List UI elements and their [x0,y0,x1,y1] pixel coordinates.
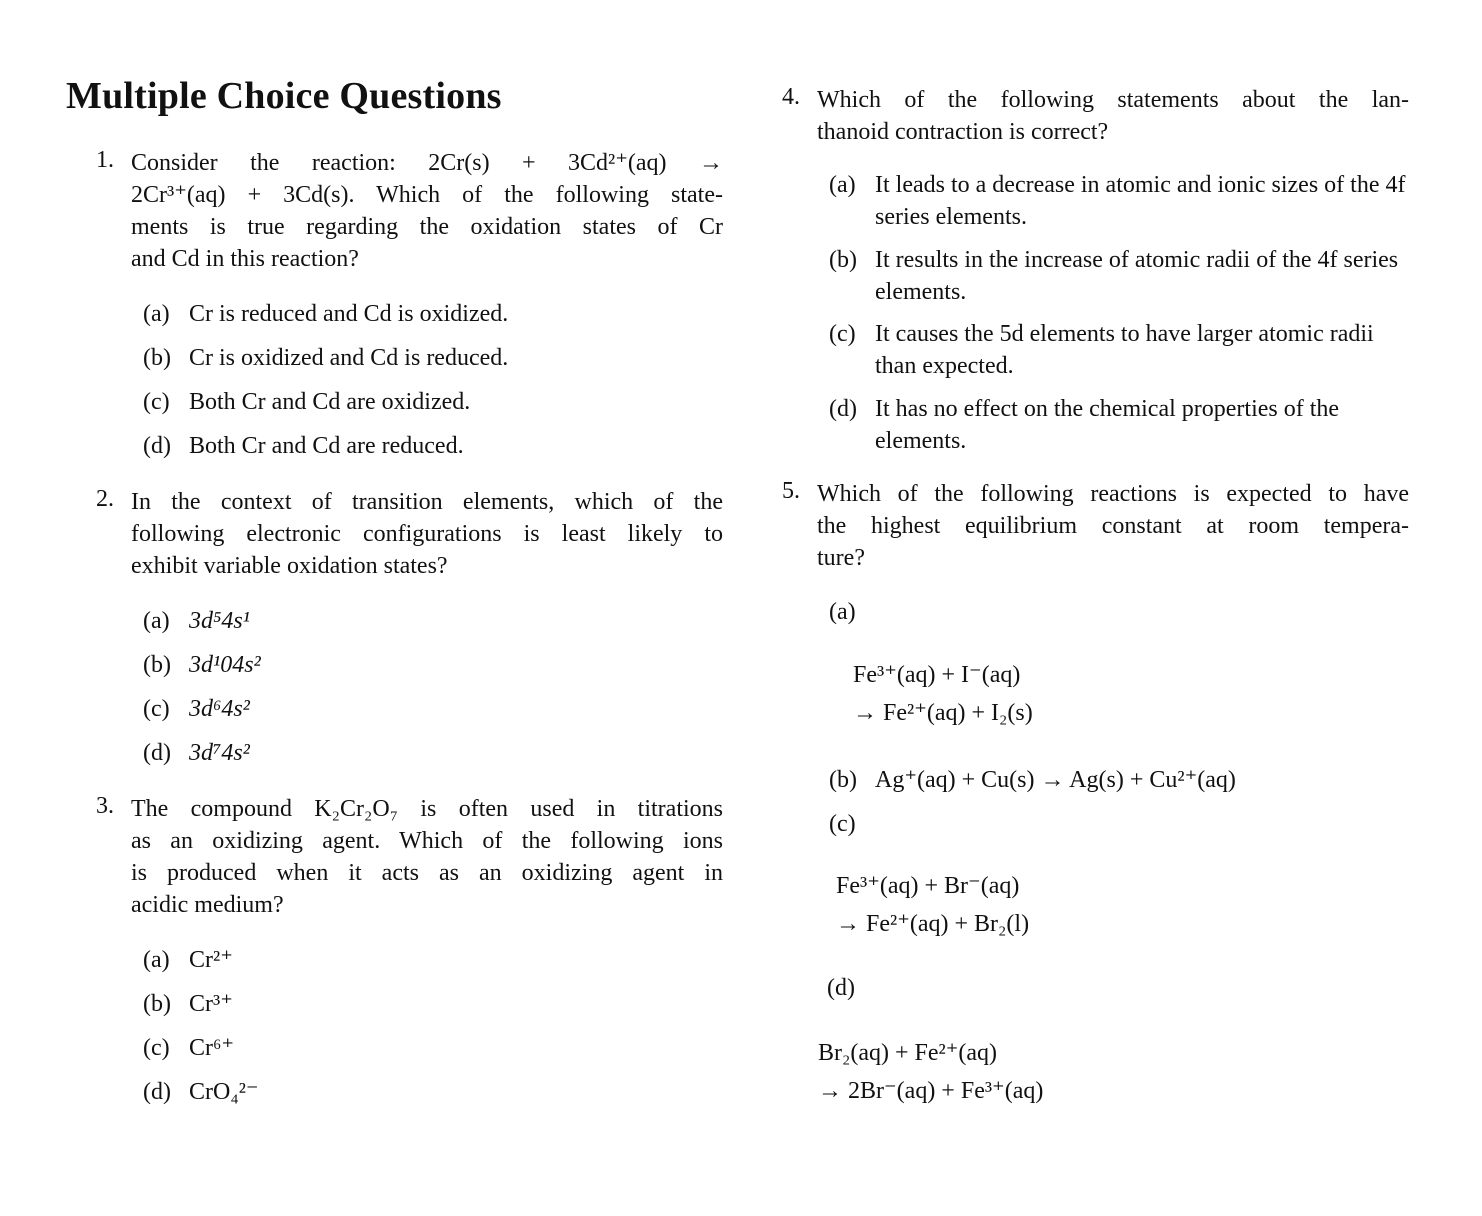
option-2b[interactable] [143,649,261,681]
option-text: Cr³⁺ [189,991,233,1017]
option-label: (d) [143,433,171,459]
option-5a-equation [853,656,1033,732]
option-label: (a) [829,599,856,625]
option-label: (b) [829,247,857,273]
option-text: 3d⁵4s¹ [189,608,250,634]
stem-line: The compound K₂Cr₂O₇ is often used in titrations [131,796,723,822]
option-1c[interactable] [143,386,470,418]
stem-line: ments is true regarding the oxidation states of Cr [131,214,723,240]
option-label: (d) [143,1079,171,1105]
option-text: Both Cr and Cd are oxidized. [189,389,471,415]
option-5d-equation [818,1034,1043,1110]
option-3c[interactable] [143,1032,234,1064]
stem-line: Consider the reaction: 2Cr(s) + 3Cd²⁺(aq) → [131,150,723,176]
stem-line: the highest equilibrium constant at room tempera- [817,513,1409,539]
stem-line: exhibit variable oxidation states? [131,553,448,579]
option-text: Cr is oxidized and Cd is reduced. [189,345,509,371]
option-text: 3d⁶4s² [189,696,250,722]
equation-line: → Fe²⁺(aq) + Br₂(l) [836,911,1030,937]
equation-line: Fe³⁺(aq) + Br⁻(aq) [836,873,1020,899]
option-label: (c) [143,389,170,415]
option-text: Both Cr and Cd are reduced. [189,433,464,459]
option-text: Ag⁺(aq) + Cu(s) → Ag(s) + Cu²⁺(aq) [875,767,1236,793]
option-text: It has no effect on the chemical properties of the elements. [875,396,1340,454]
option-3a[interactable] [143,944,233,976]
option-text: It causes the 5d elements to have larger atomic radii than expected. [875,321,1374,379]
option-label: (d) [827,975,855,1001]
option-label: (b) [143,345,171,371]
option-4c[interactable] [829,318,1409,382]
question-number: 1. [96,147,114,173]
option-1b[interactable] [143,342,508,374]
equation-line: → 2Br⁻(aq) + Fe³⁺(aq) [818,1078,1044,1104]
option-label: (a) [143,608,170,634]
stem-line: Which of the following reactions is expected to have [817,481,1409,507]
stem-line: 2Cr³⁺(aq) + 3Cd(s). Which of the following state- [131,182,723,208]
option-text: It results in the increase of atomic radii of the 4f series elements. [875,247,1399,305]
option-label: (c) [143,696,170,722]
option-2a[interactable] [143,605,250,637]
option-label: (d) [143,740,171,766]
question-number: 2. [96,486,114,512]
option-2d[interactable] [143,737,250,769]
stem-line: ture? [817,545,865,571]
stem-line: as an oxidizing agent. Which of the following ions [131,828,723,854]
option-label: (a) [143,301,170,327]
option-label: (d) [829,396,857,422]
option-label: (c) [829,321,856,347]
option-label: (a) [143,947,170,973]
page-title: Multiple Choice Questions [66,75,502,117]
option-label: (c) [829,811,856,837]
stem-line: and Cd in this reaction? [131,246,359,272]
option-3d[interactable] [143,1076,259,1108]
option-5c-equation [836,867,1029,943]
option-label: (c) [143,1035,170,1061]
question-stem [817,84,1409,148]
option-label: (b) [829,767,857,793]
option-1d[interactable] [143,430,464,462]
equation-line: Br₂(aq) + Fe²⁺(aq) [818,1040,998,1066]
option-4a[interactable] [829,169,1409,233]
stem-line: acidic medium? [131,892,284,918]
question-stem [131,793,723,921]
option-1a[interactable] [143,298,508,330]
question-number: 5. [782,478,800,504]
stem-line: following electronic configurations is least likely to [131,521,723,547]
option-text: Cr⁶⁺ [189,1035,235,1061]
option-5b[interactable] [829,764,1236,796]
stem-line: is produced when it acts as an oxidizing agent in [131,860,723,886]
equation-line: → Fe²⁺(aq) + I₂(s) [853,700,1033,726]
question-stem [131,486,723,582]
question-number: 4. [782,84,800,110]
question-stem [817,478,1409,574]
option-text: It leads to a decrease in atomic and ionic sizes of the 4f series elements. [875,172,1406,230]
stem-line: thanoid contraction is correct? [817,119,1109,145]
equation-line: Fe³⁺(aq) + I⁻(aq) [853,662,1021,688]
option-3b[interactable] [143,988,233,1020]
option-5d[interactable] [827,972,873,1004]
stem-line: In the context of transition elements, which of the [131,489,723,515]
option-text: CrO₄²⁻ [189,1079,259,1105]
option-text: Cr is reduced and Cd is oxidized. [189,301,509,327]
option-text: Cr²⁺ [189,947,233,973]
question-stem [131,147,723,275]
option-2c[interactable] [143,693,250,725]
option-4d[interactable] [829,393,1409,457]
option-label: (b) [143,991,171,1017]
option-text: 3d⁷4s² [189,740,250,766]
option-5c[interactable] [829,808,875,840]
option-label: (a) [829,172,856,198]
option-4b[interactable] [829,244,1409,308]
option-label: (b) [143,652,171,678]
option-5a[interactable] [829,596,875,628]
stem-line: Which of the following statements about the lan- [817,87,1409,113]
option-text: 3d¹04s² [189,652,261,678]
question-number: 3. [96,793,114,819]
